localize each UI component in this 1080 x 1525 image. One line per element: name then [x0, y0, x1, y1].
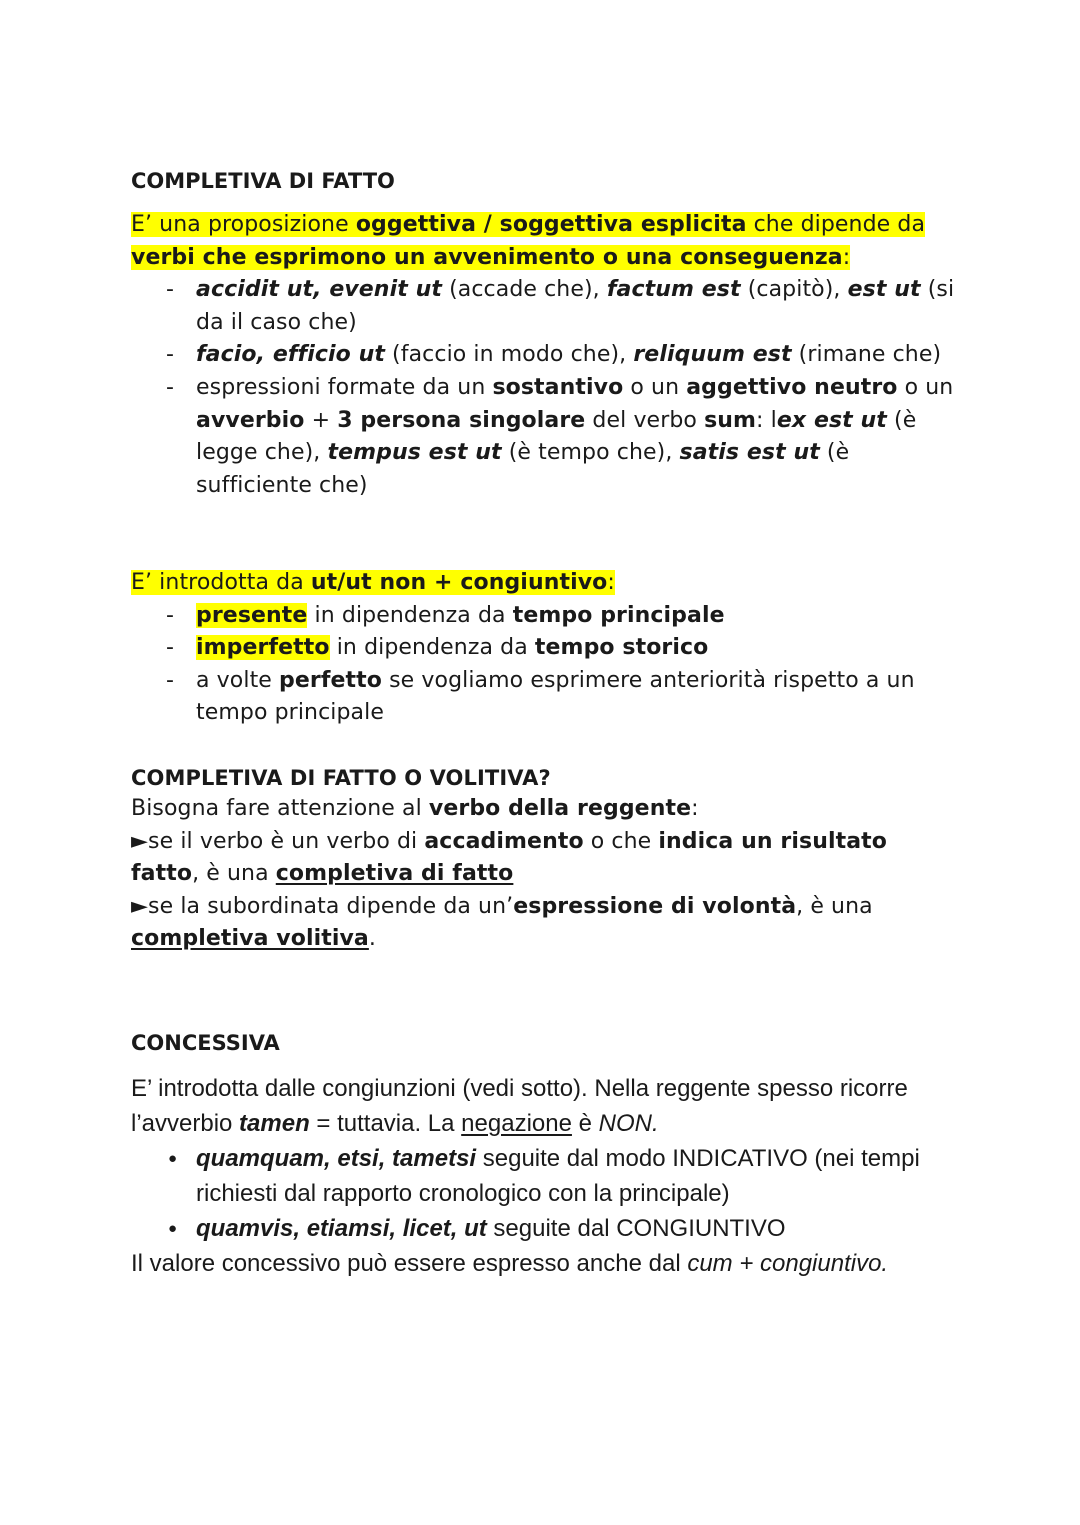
list-item: [131, 372, 961, 502]
latin-term: quamquam, etsi, tametsi: [196, 1145, 477, 1172]
text: (è sufficiente che): [196, 440, 850, 498]
bold-text: aggettivo neutro: [686, 374, 898, 400]
heading-concessiva: CONCESSIVA: [131, 1031, 280, 1055]
text: , è una: [796, 893, 873, 919]
text: (rimane che): [791, 342, 942, 368]
tense-list: [131, 600, 961, 730]
bold-text: tempo storico: [534, 635, 709, 661]
latin-term: tamen: [239, 1110, 310, 1137]
section-completiva-di-fatto: [131, 209, 961, 502]
text: , è una: [192, 861, 276, 887]
list-item: [131, 632, 961, 665]
text: o un: [897, 374, 954, 400]
latin-term: tempus est ut: [327, 440, 502, 466]
paragraph: [131, 891, 961, 956]
text: :: [607, 570, 615, 595]
text: è: [571, 1110, 599, 1137]
italic-text: NON.: [598, 1110, 659, 1137]
text: o che: [583, 828, 659, 854]
text: E’ introdotta dalle congiunzioni (vedi sotto). Nella reggente spesso ricorre l’avverbio: [131, 1075, 908, 1137]
latin-term: factum est: [606, 277, 741, 303]
latin-term: accidit ut, evenit ut: [196, 277, 442, 303]
text: se la subordinata dipende da un’: [148, 893, 514, 919]
bold-text: espressione di volontà: [513, 893, 797, 919]
text: : l: [756, 407, 777, 433]
bold-text: verbo della reggente: [428, 796, 692, 821]
latin-term: ex est ut: [776, 407, 887, 433]
text: .: [368, 926, 376, 952]
text: :: [691, 796, 699, 821]
paragraph: [131, 793, 961, 826]
highlight: [131, 570, 615, 595]
bold-text: verbi che esprimono un avvenimento o una conseguenza: [131, 244, 843, 270]
text: che dipende da: [746, 212, 926, 237]
latin-term: est ut: [847, 277, 921, 303]
text: se il verbo è un verbo di: [148, 828, 425, 854]
latin-term: quamvis, etiamsi, licet, ut: [196, 1215, 487, 1242]
bold-text: 3 persona singolare: [337, 407, 586, 433]
text: (è legge che),: [196, 407, 917, 466]
intro-paragraph: [131, 209, 961, 274]
section-concessiva: [131, 1071, 961, 1281]
bold-text: sum: [704, 407, 757, 433]
italic-text: cum + congiuntivo.: [687, 1250, 889, 1277]
list-item: [131, 339, 961, 372]
underlined-term: negazione: [461, 1110, 572, 1137]
heading-fatto-o-volitiva: COMPLETIVA DI FATTO O VOLITIVA?: [131, 766, 551, 790]
underlined-term: completiva di fatto: [275, 861, 514, 887]
latin-term: reliquum est: [633, 342, 792, 368]
highlight: presente: [196, 602, 308, 628]
text: (accade che),: [441, 277, 607, 303]
bold-text: ut/ut non + congiuntivo: [310, 570, 608, 595]
paragraph: [131, 826, 961, 891]
text: +: [304, 407, 338, 433]
highlight: imperfetto: [196, 635, 330, 661]
text: a volte: [196, 667, 280, 693]
text: (è tempo che),: [501, 440, 680, 466]
latin-term: facio, efficio ut: [196, 342, 385, 368]
section-introduzione: [131, 567, 961, 730]
text: (faccio in modo che),: [384, 342, 634, 368]
list-item: [131, 274, 961, 339]
text: del verbo: [585, 407, 705, 433]
paragraph: [131, 1071, 961, 1141]
text: (si da il caso che): [196, 277, 955, 335]
text: in dipendenza da: [329, 635, 535, 661]
paragraph: [131, 1246, 961, 1281]
underlined-term: completiva volitiva: [131, 926, 369, 952]
text: seguite dal CONGIUNTIVO: [486, 1215, 786, 1242]
text: Bisogna fare attenzione al: [131, 796, 429, 821]
highlight: [131, 212, 925, 270]
text: E’ introdotta da: [131, 570, 311, 595]
text: :: [842, 244, 851, 270]
bold-text: perfetto: [279, 667, 382, 693]
bold-text: sostantivo: [492, 374, 624, 400]
heading-completiva-di-fatto: COMPLETIVA DI FATTO: [131, 169, 395, 193]
bold-text: avverbio: [196, 407, 305, 433]
text: seguite dal modo INDICATIVO (nei tempi richiesti dal rapporto cronologico con la principale): [196, 1145, 920, 1207]
latin-term: satis est ut: [679, 440, 820, 466]
text: in dipendenza da: [307, 602, 513, 628]
list-item: [131, 1211, 961, 1246]
bold-text: indica un risultato fatto: [131, 828, 887, 887]
section-fatto-o-volitiva: [131, 763, 961, 956]
text: (capitò),: [740, 277, 848, 303]
text: o un: [623, 374, 687, 400]
bold-text: accadimento: [424, 828, 584, 854]
text: = tuttavia. La: [309, 1110, 462, 1137]
arrow-icon: ►: [131, 828, 149, 854]
text: se vogliamo esprimere anteriorità rispetto a un tempo principale: [196, 667, 915, 726]
list-item: [131, 665, 961, 730]
verb-list: [131, 274, 961, 502]
bold-text: oggettiva / soggettiva esplicita: [355, 212, 747, 237]
bold-text: tempo principale: [512, 602, 725, 628]
text: E’ una proposizione: [131, 212, 356, 237]
text: Il valore concessivo può essere espresso anche dal: [131, 1250, 688, 1277]
list-item: [131, 1141, 961, 1211]
intro-paragraph: [131, 567, 961, 600]
arrow-icon: ►: [131, 893, 149, 919]
list-item: [131, 600, 961, 633]
text: espressioni formate da un: [196, 374, 493, 400]
conjunction-list: [131, 1141, 961, 1246]
